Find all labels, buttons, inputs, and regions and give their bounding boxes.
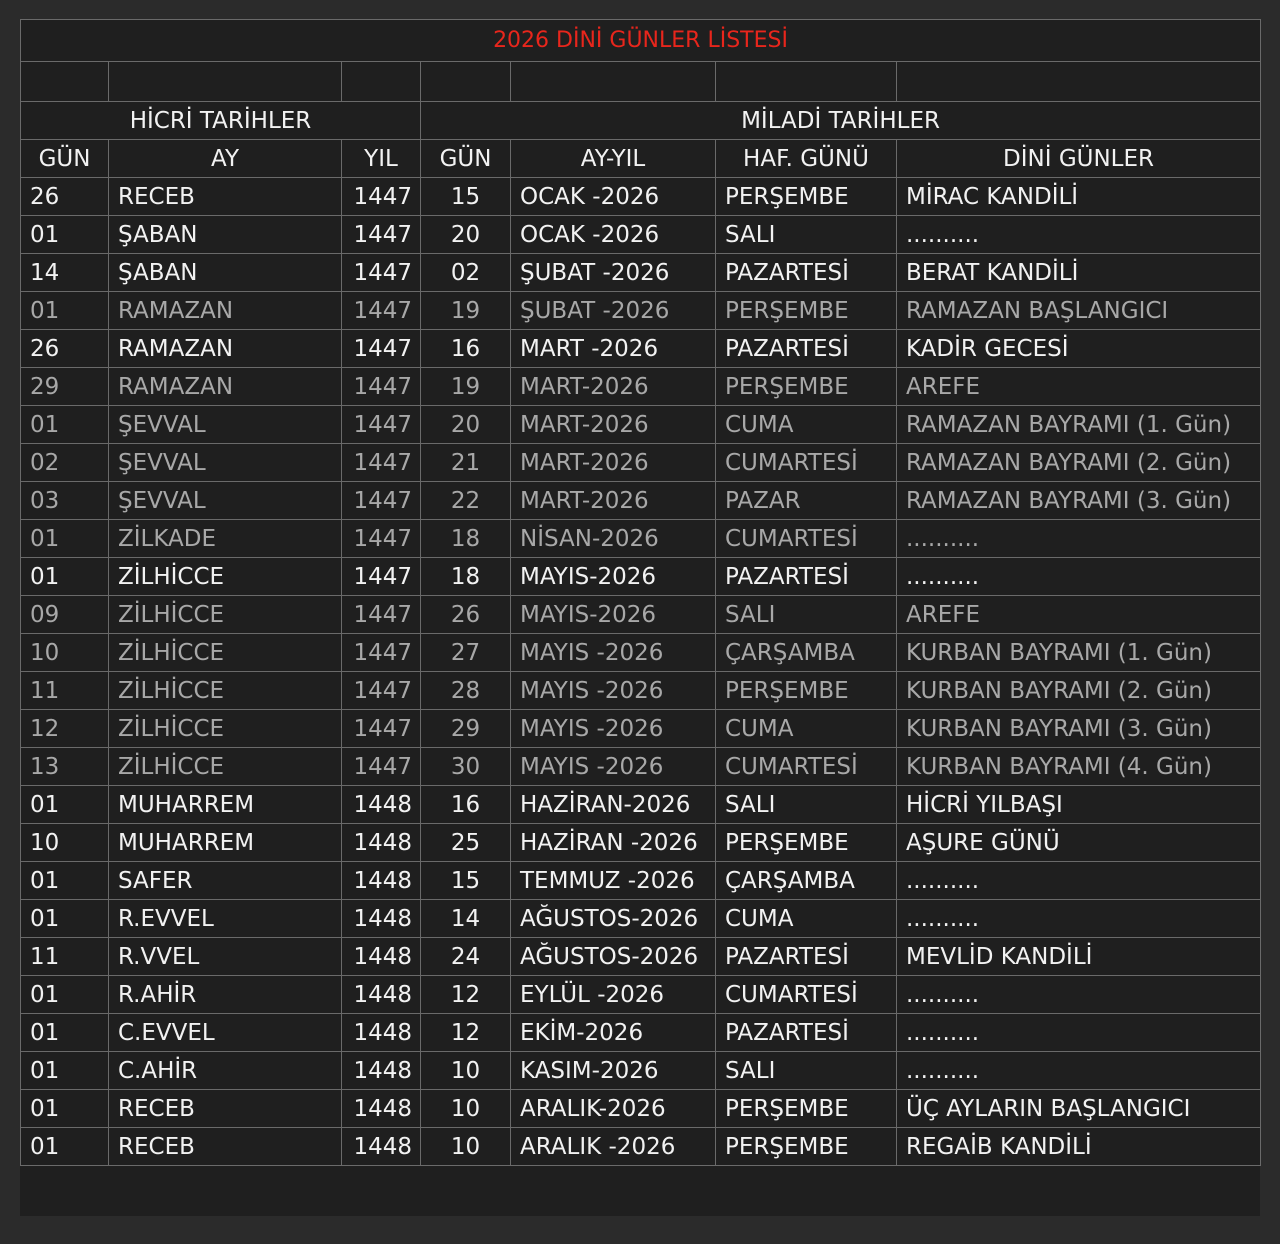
- religious-day-cell: ..........: [897, 520, 1261, 558]
- empty-cell: [897, 62, 1261, 102]
- table-row: [21, 596, 1261, 634]
- hijri-month-cell: ŞEVVAL: [109, 444, 342, 482]
- religious-day-cell: MİRAC KANDİLİ: [897, 178, 1261, 216]
- religious-day-cell: KURBAN BAYRAMI (4. Gün): [897, 748, 1261, 786]
- spacer-row: [21, 62, 1261, 102]
- hijri-day-cell: 01: [21, 976, 109, 1014]
- weekday-cell: PERŞEMBE: [716, 368, 897, 406]
- gregorian-day-cell: 22: [421, 482, 511, 520]
- hijri-month-cell: ZİLHİCCE: [109, 634, 342, 672]
- hijri-month-cell: ŞEVVAL: [109, 482, 342, 520]
- religious-day-cell: KADİR GECESİ: [897, 330, 1261, 368]
- table-row: [21, 672, 1261, 710]
- table-row: [21, 1128, 1261, 1166]
- gregorian-day-cell: 25: [421, 824, 511, 862]
- hijri-year-cell: 1447: [342, 748, 421, 786]
- month-year-cell: MART-2026: [511, 406, 716, 444]
- hijri-month-cell: C.AHİR: [109, 1052, 342, 1090]
- hijri-month-cell: R.VVEL: [109, 938, 342, 976]
- hijri-year-cell: 1448: [342, 1128, 421, 1166]
- religious-day-cell: MEVLİD KANDİLİ: [897, 938, 1261, 976]
- table-row: [21, 862, 1261, 900]
- month-year-cell: MAYIS -2026: [511, 634, 716, 672]
- month-year-cell: ŞUBAT -2026: [511, 292, 716, 330]
- religious-day-cell: AŞURE GÜNÜ: [897, 824, 1261, 862]
- month-year-cell: AĞUSTOS-2026: [511, 900, 716, 938]
- hijri-year-cell: 1448: [342, 824, 421, 862]
- hijri-month-cell: R.EVVEL: [109, 900, 342, 938]
- table-row: [21, 520, 1261, 558]
- hijri-day-cell: 10: [21, 824, 109, 862]
- weekday-cell: SALI: [716, 216, 897, 254]
- hijri-year-cell: 1448: [342, 786, 421, 824]
- group-header-row: [21, 102, 1261, 140]
- month-year-cell: EYLÜL -2026: [511, 976, 716, 1014]
- religious-day-cell: BERAT KANDİLİ: [897, 254, 1261, 292]
- weekday-cell: PERŞEMBE: [716, 824, 897, 862]
- religious-day-cell: RAMAZAN BAYRAMI (1. Gün): [897, 406, 1261, 444]
- column-header-hijri-year: YIL: [342, 140, 421, 178]
- hijri-month-cell: ŞABAN: [109, 254, 342, 292]
- empty-cell: [342, 62, 421, 102]
- gregorian-day-cell: 19: [421, 292, 511, 330]
- hijri-day-cell: 26: [21, 330, 109, 368]
- religious-day-cell: HİCRİ YILBAŞI: [897, 786, 1261, 824]
- hijri-year-cell: 1447: [342, 292, 421, 330]
- hijri-year-cell: 1448: [342, 938, 421, 976]
- column-header-weekday: HAF. GÜNÜ: [716, 140, 897, 178]
- table-row: [21, 444, 1261, 482]
- weekday-cell: CUMARTESİ: [716, 444, 897, 482]
- religious-day-cell: AREFE: [897, 368, 1261, 406]
- table-row: [21, 786, 1261, 824]
- weekday-cell: CUMARTESİ: [716, 748, 897, 786]
- hijri-year-cell: 1447: [342, 596, 421, 634]
- month-year-cell: HAZİRAN-2026: [511, 786, 716, 824]
- table-row: [21, 976, 1261, 1014]
- hijri-day-cell: 03: [21, 482, 109, 520]
- gregorian-day-cell: 20: [421, 216, 511, 254]
- hijri-month-cell: ŞEVVAL: [109, 406, 342, 444]
- hijri-month-cell: MUHARREM: [109, 786, 342, 824]
- hijri-day-cell: 01: [21, 1128, 109, 1166]
- hijri-day-cell: 01: [21, 216, 109, 254]
- table-row: [21, 292, 1261, 330]
- hijri-year-cell: 1447: [342, 482, 421, 520]
- month-year-cell: OCAK -2026: [511, 178, 716, 216]
- gregorian-day-cell: 16: [421, 330, 511, 368]
- hijri-day-cell: 12: [21, 710, 109, 748]
- hijri-month-cell: ZİLKADE: [109, 520, 342, 558]
- hijri-month-cell: ZİLHİCCE: [109, 710, 342, 748]
- table-row: [21, 254, 1261, 292]
- hijri-year-cell: 1447: [342, 444, 421, 482]
- hijri-year-cell: 1447: [342, 406, 421, 444]
- religious-day-cell: KURBAN BAYRAMI (3. Gün): [897, 710, 1261, 748]
- religious-day-cell: KURBAN BAYRAMI (1. Gün): [897, 634, 1261, 672]
- month-year-cell: EKİM-2026: [511, 1014, 716, 1052]
- religious-day-cell: RAMAZAN BAŞLANGICI: [897, 292, 1261, 330]
- month-year-cell: ARALIK-2026: [511, 1090, 716, 1128]
- hijri-day-cell: 11: [21, 672, 109, 710]
- religious-day-cell: ..........: [897, 1052, 1261, 1090]
- hijri-year-cell: 1447: [342, 254, 421, 292]
- empty-cell: [716, 62, 897, 102]
- empty-cell: [511, 62, 716, 102]
- religious-day-cell: ..........: [897, 216, 1261, 254]
- hijri-year-cell: 1447: [342, 558, 421, 596]
- hijri-year-cell: 1448: [342, 1014, 421, 1052]
- hijri-month-cell: RECEB: [109, 1128, 342, 1166]
- month-year-cell: MAYIS -2026: [511, 748, 716, 786]
- weekday-cell: SALI: [716, 1052, 897, 1090]
- religious-day-cell: ÜÇ AYLARIN BAŞLANGICI: [897, 1090, 1261, 1128]
- holiday-sheet: [20, 19, 1260, 1216]
- weekday-cell: SALI: [716, 786, 897, 824]
- gregorian-day-cell: 12: [421, 976, 511, 1014]
- table-row: [21, 634, 1261, 672]
- gregorian-day-cell: 28: [421, 672, 511, 710]
- hijri-day-cell: 11: [21, 938, 109, 976]
- gregorian-day-cell: 10: [421, 1128, 511, 1166]
- table-row: [21, 178, 1261, 216]
- month-year-cell: AĞUSTOS-2026: [511, 938, 716, 976]
- month-year-cell: HAZİRAN -2026: [511, 824, 716, 862]
- month-year-cell: MAYIS-2026: [511, 596, 716, 634]
- weekday-cell: PERŞEMBE: [716, 178, 897, 216]
- hijri-month-cell: C.EVVEL: [109, 1014, 342, 1052]
- gregorian-day-cell: 30: [421, 748, 511, 786]
- gregorian-day-cell: 27: [421, 634, 511, 672]
- hijri-day-cell: 10: [21, 634, 109, 672]
- hijri-month-cell: ZİLHİCCE: [109, 558, 342, 596]
- hijri-year-cell: 1448: [342, 1090, 421, 1128]
- month-year-cell: KASIM-2026: [511, 1052, 716, 1090]
- hijri-month-cell: RECEB: [109, 1090, 342, 1128]
- hijri-day-cell: 01: [21, 900, 109, 938]
- hijri-group-header: HİCRİ TARİHLER: [21, 102, 421, 140]
- hijri-year-cell: 1447: [342, 520, 421, 558]
- hijri-year-cell: 1448: [342, 862, 421, 900]
- table-row: [21, 748, 1261, 786]
- gregorian-day-cell: 10: [421, 1090, 511, 1128]
- hijri-month-cell: R.AHİR: [109, 976, 342, 1014]
- empty-cell: [21, 62, 109, 102]
- hijri-month-cell: ZİLHİCCE: [109, 748, 342, 786]
- hijri-year-cell: 1447: [342, 634, 421, 672]
- weekday-cell: ÇARŞAMBA: [716, 634, 897, 672]
- hijri-year-cell: 1448: [342, 1052, 421, 1090]
- hijri-year-cell: 1448: [342, 976, 421, 1014]
- column-header-gregorian-day: GÜN: [421, 140, 511, 178]
- table-row: [21, 1014, 1261, 1052]
- gregorian-day-cell: 15: [421, 862, 511, 900]
- religious-days-table: [20, 19, 1261, 1166]
- month-year-cell: MAYIS -2026: [511, 672, 716, 710]
- hijri-month-cell: ŞABAN: [109, 216, 342, 254]
- religious-day-cell: ..........: [897, 976, 1261, 1014]
- hijri-day-cell: 01: [21, 1052, 109, 1090]
- weekday-cell: PAZARTESİ: [716, 1014, 897, 1052]
- hijri-day-cell: 01: [21, 786, 109, 824]
- table-row: [21, 558, 1261, 596]
- month-year-cell: MART-2026: [511, 368, 716, 406]
- table-row: [21, 1052, 1261, 1090]
- gregorian-day-cell: 12: [421, 1014, 511, 1052]
- hijri-year-cell: 1447: [342, 178, 421, 216]
- weekday-cell: PERŞEMBE: [716, 1128, 897, 1166]
- weekday-cell: PAZARTESİ: [716, 558, 897, 596]
- gregorian-day-cell: 29: [421, 710, 511, 748]
- month-year-cell: MART -2026: [511, 330, 716, 368]
- gregorian-day-cell: 18: [421, 558, 511, 596]
- gregorian-day-cell: 20: [421, 406, 511, 444]
- hijri-month-cell: SAFER: [109, 862, 342, 900]
- title-row: [21, 20, 1261, 62]
- gregorian-day-cell: 26: [421, 596, 511, 634]
- gregorian-day-cell: 10: [421, 1052, 511, 1090]
- religious-day-cell: AREFE: [897, 596, 1261, 634]
- hijri-day-cell: 09: [21, 596, 109, 634]
- month-year-cell: OCAK -2026: [511, 216, 716, 254]
- gregorian-day-cell: 24: [421, 938, 511, 976]
- hijri-year-cell: 1447: [342, 672, 421, 710]
- weekday-cell: PAZARTESİ: [716, 938, 897, 976]
- hijri-day-cell: 26: [21, 178, 109, 216]
- hijri-day-cell: 02: [21, 444, 109, 482]
- empty-cell: [109, 62, 342, 102]
- weekday-cell: PAZAR: [716, 482, 897, 520]
- weekday-cell: PAZARTESİ: [716, 330, 897, 368]
- month-year-cell: MAYIS -2026: [511, 710, 716, 748]
- hijri-month-cell: ZİLHİCCE: [109, 672, 342, 710]
- month-year-cell: MAYIS-2026: [511, 558, 716, 596]
- hijri-year-cell: 1447: [342, 216, 421, 254]
- gregorian-day-cell: 16: [421, 786, 511, 824]
- religious-day-cell: REGAİB KANDİLİ: [897, 1128, 1261, 1166]
- weekday-cell: ÇARŞAMBA: [716, 862, 897, 900]
- hijri-day-cell: 01: [21, 1014, 109, 1052]
- gregorian-group-header: MİLADİ TARİHLER: [421, 102, 1261, 140]
- hijri-year-cell: 1447: [342, 368, 421, 406]
- hijri-month-cell: RAMAZAN: [109, 330, 342, 368]
- hijri-day-cell: 13: [21, 748, 109, 786]
- column-header-religious-day: DİNİ GÜNLER: [897, 140, 1261, 178]
- gregorian-day-cell: 19: [421, 368, 511, 406]
- weekday-cell: CUMA: [716, 900, 897, 938]
- weekday-cell: PERŞEMBE: [716, 292, 897, 330]
- religious-day-cell: ..........: [897, 862, 1261, 900]
- table-row: [21, 330, 1261, 368]
- hijri-day-cell: 01: [21, 1090, 109, 1128]
- table-row: [21, 824, 1261, 862]
- hijri-year-cell: 1447: [342, 330, 421, 368]
- religious-day-cell: ..........: [897, 558, 1261, 596]
- weekday-cell: CUMARTESİ: [716, 976, 897, 1014]
- weekday-cell: PERŞEMBE: [716, 672, 897, 710]
- hijri-month-cell: ZİLHİCCE: [109, 596, 342, 634]
- month-year-cell: ARALIK -2026: [511, 1128, 716, 1166]
- table-row: [21, 406, 1261, 444]
- weekday-cell: SALI: [716, 596, 897, 634]
- month-year-cell: ŞUBAT -2026: [511, 254, 716, 292]
- month-year-cell: MART-2026: [511, 482, 716, 520]
- month-year-cell: TEMMUZ -2026: [511, 862, 716, 900]
- table-row: [21, 216, 1261, 254]
- weekday-cell: CUMA: [716, 710, 897, 748]
- gregorian-day-cell: 21: [421, 444, 511, 482]
- column-header-hijri-month: AY: [109, 140, 342, 178]
- gregorian-day-cell: 15: [421, 178, 511, 216]
- weekday-cell: CUMA: [716, 406, 897, 444]
- religious-day-cell: ..........: [897, 900, 1261, 938]
- table-row: [21, 900, 1261, 938]
- hijri-month-cell: RECEB: [109, 178, 342, 216]
- religious-day-cell: RAMAZAN BAYRAMI (2. Gün): [897, 444, 1261, 482]
- table-row: [21, 938, 1261, 976]
- table-row: [21, 368, 1261, 406]
- table-row: [21, 710, 1261, 748]
- gregorian-day-cell: 02: [421, 254, 511, 292]
- hijri-day-cell: 01: [21, 292, 109, 330]
- month-year-cell: NİSAN-2026: [511, 520, 716, 558]
- hijri-month-cell: RAMAZAN: [109, 368, 342, 406]
- hijri-month-cell: MUHARREM: [109, 824, 342, 862]
- hijri-day-cell: 01: [21, 520, 109, 558]
- month-year-cell: MART-2026: [511, 444, 716, 482]
- religious-day-cell: ..........: [897, 1014, 1261, 1052]
- hijri-day-cell: 01: [21, 862, 109, 900]
- table-row: [21, 1090, 1261, 1128]
- page-title: 2026 DİNİ GÜNLER LİSTESİ: [21, 20, 1261, 62]
- column-header-hijri-day: GÜN: [21, 140, 109, 178]
- hijri-day-cell: 29: [21, 368, 109, 406]
- hijri-day-cell: 01: [21, 558, 109, 596]
- weekday-cell: CUMARTESİ: [716, 520, 897, 558]
- hijri-year-cell: 1448: [342, 900, 421, 938]
- gregorian-day-cell: 18: [421, 520, 511, 558]
- hijri-month-cell: RAMAZAN: [109, 292, 342, 330]
- weekday-cell: PERŞEMBE: [716, 1090, 897, 1128]
- religious-day-cell: RAMAZAN BAYRAMI (3. Gün): [897, 482, 1261, 520]
- religious-day-cell: KURBAN BAYRAMI (2. Gün): [897, 672, 1261, 710]
- gregorian-day-cell: 14: [421, 900, 511, 938]
- weekday-cell: PAZARTESİ: [716, 254, 897, 292]
- hijri-day-cell: 14: [21, 254, 109, 292]
- hijri-year-cell: 1447: [342, 710, 421, 748]
- table-row: [21, 482, 1261, 520]
- column-header-row: [21, 140, 1261, 178]
- column-header-month-year: AY-YIL: [511, 140, 716, 178]
- empty-cell: [421, 62, 511, 102]
- hijri-day-cell: 01: [21, 406, 109, 444]
